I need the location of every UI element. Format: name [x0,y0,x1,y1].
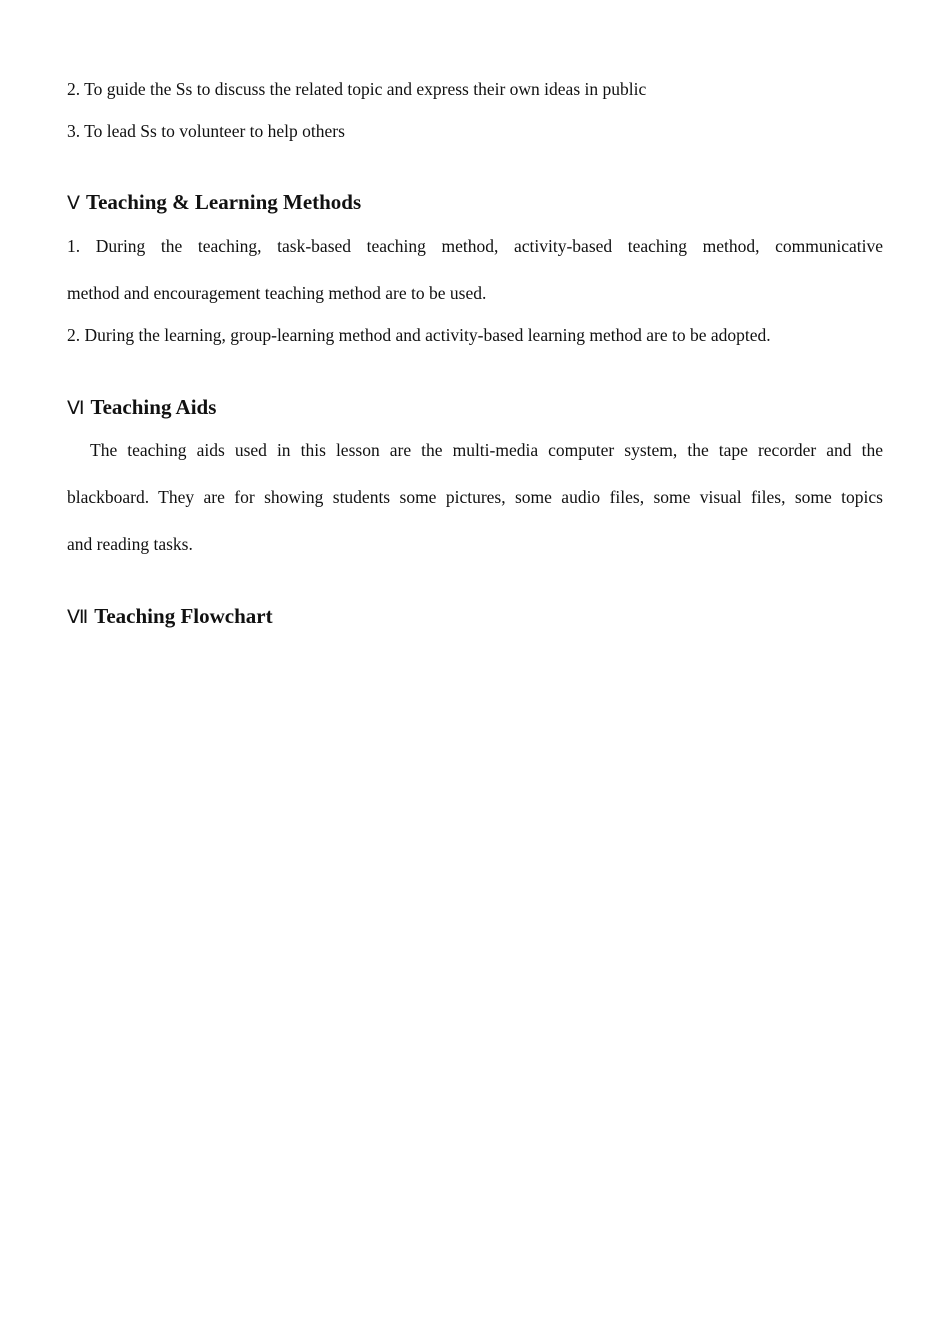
methods-item-1-line-2: method and encouragement teaching method are to be used. [67,283,487,303]
section-heading-aids [67,394,216,421]
objective-item-3: 3. To lead Ss to volunteer to help others [67,121,345,141]
objective-item-2: 2. To guide the Ss to discuss the related topic and express their own ideas in public [67,79,647,99]
aids-paragraph-line-3: and reading tasks. [67,534,193,554]
section-title: Teaching Aids [90,395,217,419]
section-title: Teaching Flowchart [94,604,273,628]
methods-item-2: 2. During the learning, group-learning method and activity-based learning method are to be adopted. [67,325,771,345]
section-heading-methods [67,189,361,216]
section-heading-flowchart [67,603,273,630]
section-numeral: Ⅵ [67,397,85,419]
section-numeral: Ⅴ [67,192,80,214]
section-title: Teaching & Learning Methods [86,190,362,214]
aids-paragraph-line-1: The teaching aids used in this lesson are the multi-media computer system, the tape recorder and the [90,440,883,460]
aids-paragraph-line-2: blackboard. They are for showing students some pictures, some audio files, some visual files, some topics [67,487,883,507]
methods-item-1-line-1: 1. During the teaching, task-based teaching method, activity-based teaching method, communicative [67,236,883,256]
section-numeral: Ⅶ [67,606,89,628]
